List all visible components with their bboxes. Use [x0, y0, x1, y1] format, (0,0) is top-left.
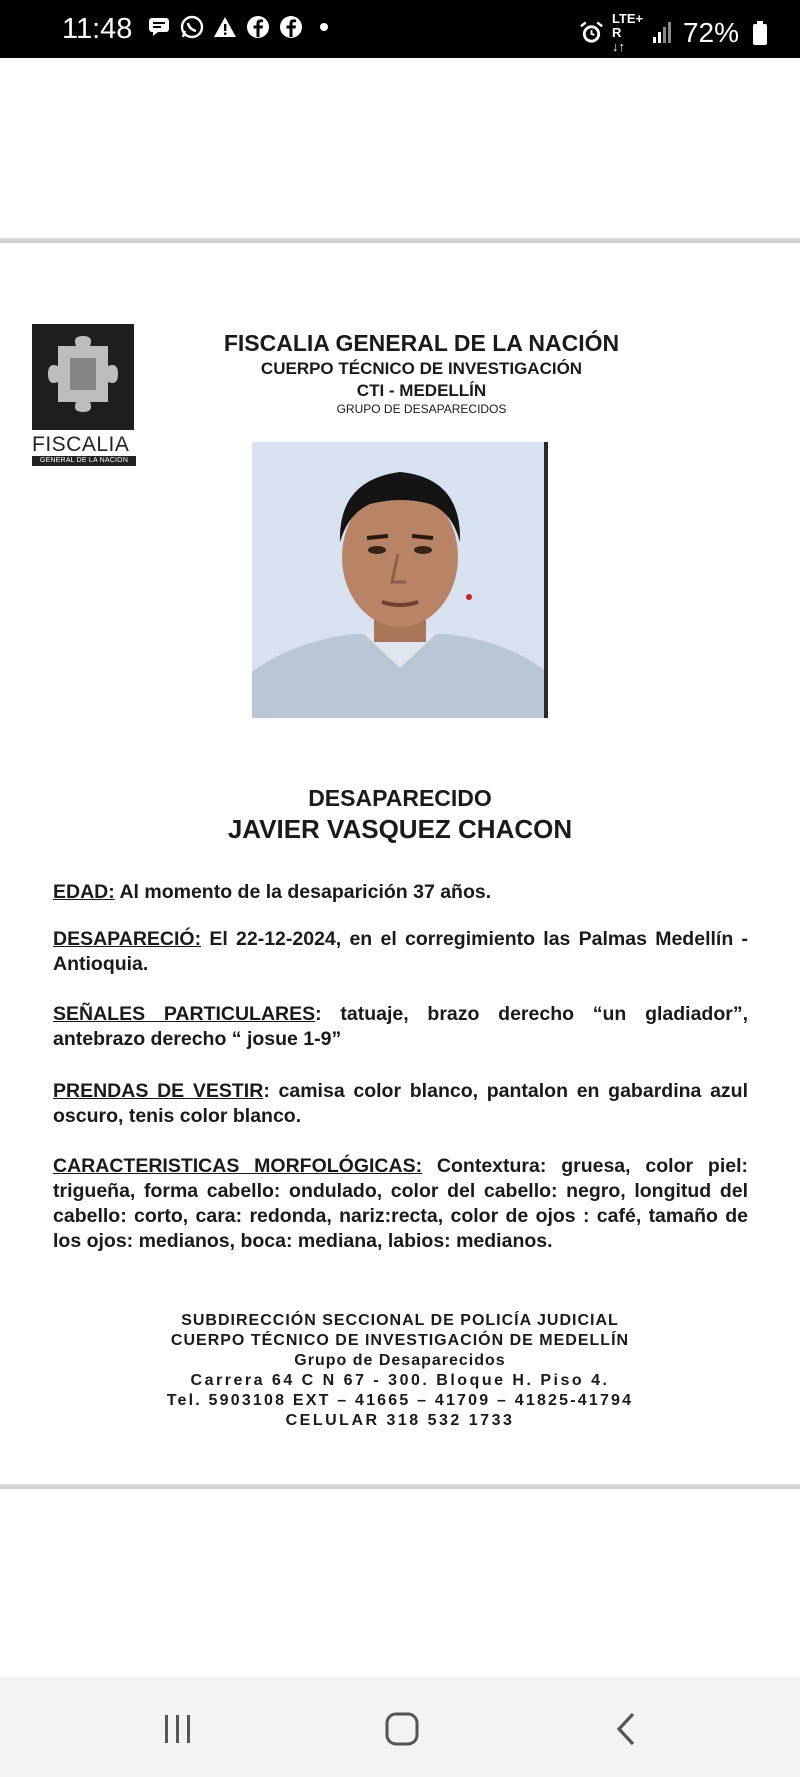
home-icon[interactable] [372, 1699, 432, 1759]
status-time: 11:48 [62, 13, 133, 45]
footer-line: SUBDIRECCIÓN SECCIONAL DE POLICÍA JUDICIAL [181, 1312, 619, 1329]
recent-apps-icon[interactable] [148, 1699, 208, 1759]
signal-icon [650, 21, 675, 46]
battery-percent: 72% [682, 17, 739, 48]
facebook-icon [278, 14, 303, 39]
footer-mobile: CELULAR 318 532 1733 [285, 1412, 515, 1429]
section-text: Al momento de la desaparición 37 años. [114, 881, 492, 903]
bottom-divider [0, 1484, 800, 1489]
section-text: Contextura: gruesa, color piel: trigueña, forma cabello: ondulado, color del cabello: negro, longitud del cabello: corto, cara: redonda, nariz:recta, color de ojos : café, tamaño de los ojos: medianos, boca: mediana, labios: medianos. [53, 1155, 749, 1252]
header-division: CUERPO TÉCNICO DE INVESTIGACIÓN [260, 359, 583, 378]
section-text: : camisa color blanco, pantalon en gabardina azul oscuro, tenis color blanco. [53, 1080, 749, 1127]
facebook-icon [245, 14, 270, 39]
footer-phone: Tel. 5903108 EXT – 41665 – 41709 – 41825-41794 [166, 1392, 634, 1409]
section-label: EDAD: [53, 881, 115, 903]
status-bar [0, 0, 800, 58]
section-clothing [53, 1079, 748, 1129]
whatsapp-icon [179, 14, 204, 39]
footer-address: Carrera 64 C N 67 - 300. Bloque H. Piso 4. [190, 1372, 610, 1389]
footer-line: Grupo de Desaparecidos [294, 1352, 506, 1369]
notification-icons [146, 14, 336, 39]
header-institution: FISCALIA GENERAL DE LA NACIÓN [223, 330, 620, 356]
section-label: SEÑALES PARTICULARES [53, 1003, 316, 1025]
missing-person-poster[interactable] [0, 246, 800, 1484]
top-divider [0, 238, 800, 243]
section-distinguishing-marks [53, 1002, 748, 1052]
section-text: El 22-12-2024, en el corregimiento las Palmas Medellín - Antioquia. [53, 928, 748, 975]
section-age [53, 880, 748, 905]
alarm-icon [579, 21, 604, 46]
section-physical-features [53, 1154, 748, 1254]
section-label: PRENDAS DE VESTIR [53, 1080, 264, 1102]
section-label: DESAPARECIÓ: [53, 928, 202, 950]
network-type: LTE+ R [611, 11, 644, 40]
section-text: : tatuaje, brazo derecho “un gladiador”, antebrazo derecho “ josue 1-9” [53, 1003, 748, 1050]
section-disappeared [53, 927, 748, 977]
status-label: DESAPARECIDO [308, 785, 492, 811]
chat-bubble-icon [146, 14, 171, 39]
footer-line: CUERPO TÉCNICO DE INVESTIGACIÓN DE MEDELLÍN [170, 1332, 630, 1349]
status-right [579, 12, 772, 54]
back-icon[interactable] [596, 1699, 656, 1759]
navigation-bar [0, 1677, 800, 1777]
header-unit: CTI - MEDELLÍN [356, 381, 487, 400]
logo-wordmark: FISCALIA [32, 433, 130, 456]
dot-icon [311, 14, 336, 39]
logo-subtitle: GENERAL DE LA NACION [32, 456, 136, 466]
person-name: JAVIER VASQUEZ CHACON [227, 814, 573, 844]
data-arrows: ↓↑ [611, 39, 625, 54]
header-group: GRUPO DE DESAPARECIDOS [336, 402, 507, 416]
section-label: CARACTERISTICAS MORFOLÓGICAS: [53, 1155, 423, 1177]
battery-icon [747, 21, 772, 46]
person-photo [252, 442, 548, 718]
warning-icon [212, 14, 237, 39]
network-indicator [612, 12, 642, 54]
